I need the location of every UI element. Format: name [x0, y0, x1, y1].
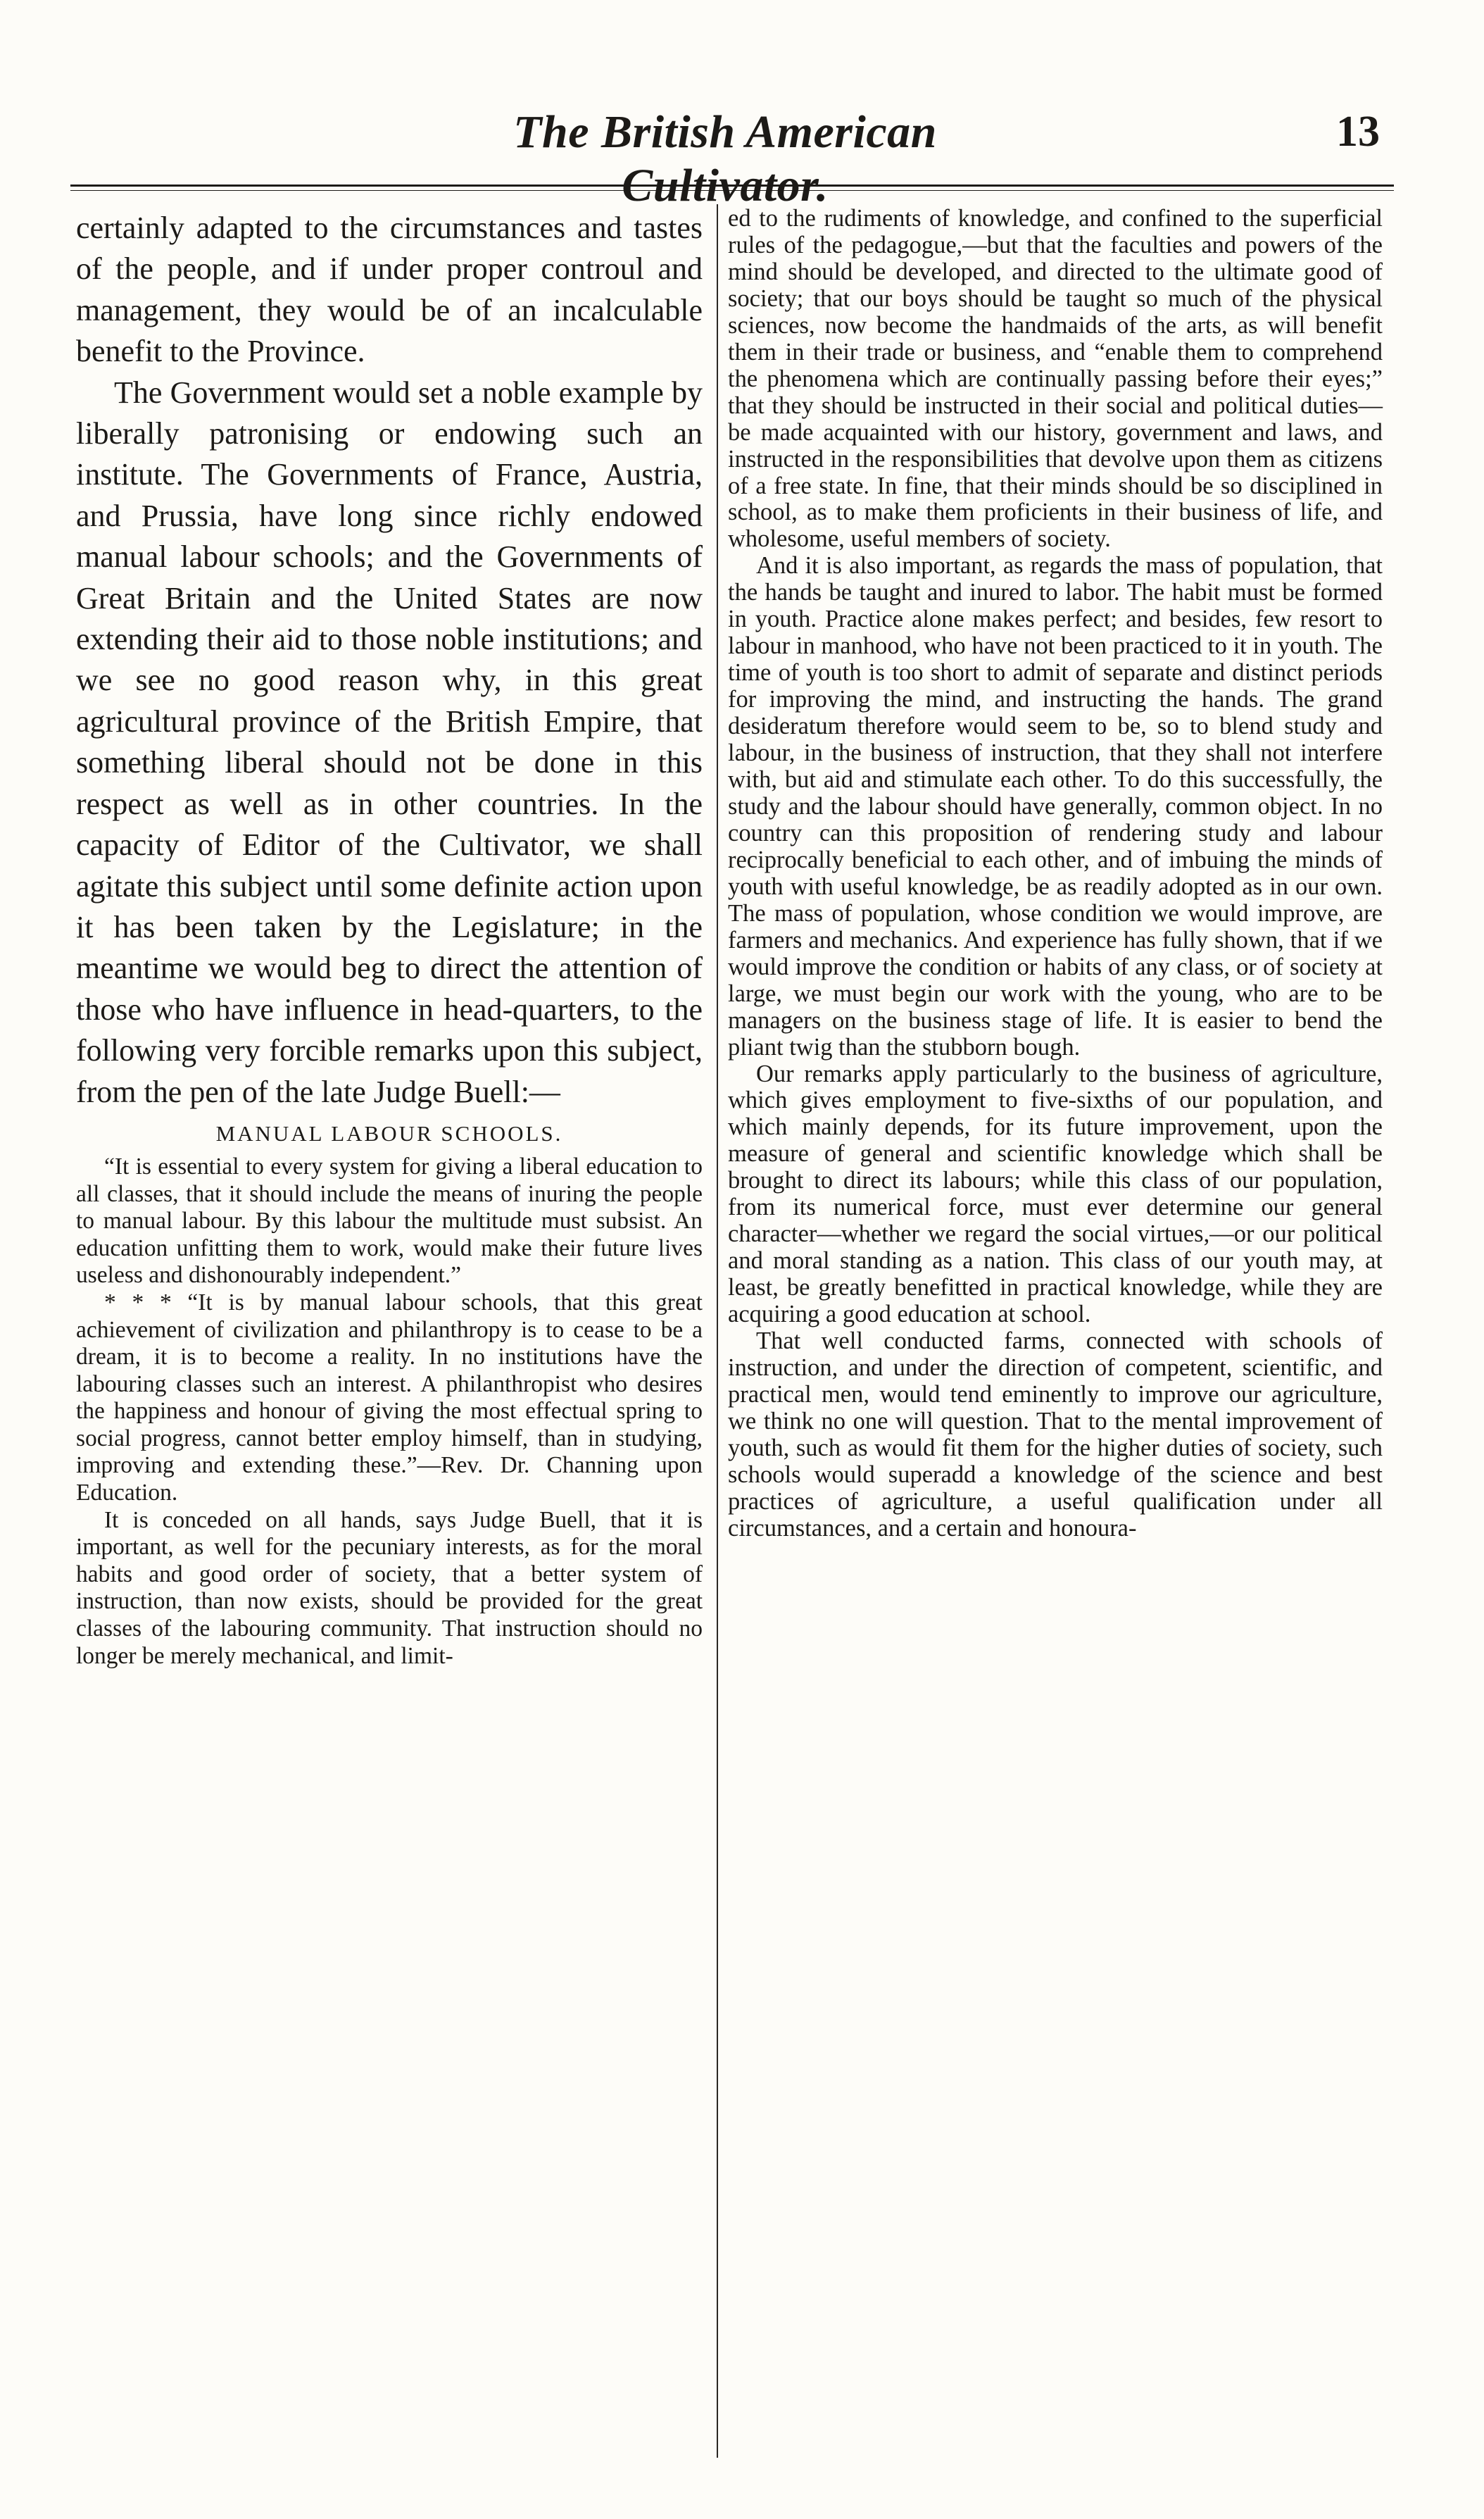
left-paragraph-2: The Government would set a noble example by liberally patronising or endowing such an institute. The Governments of France, Austria, and Prussia, have long since richly endowed manual labour schools; and the Governments of Great Britain and the United States are now extending their aid to those noble institutions; and we see no good reason why, in this great agricultural province of the British Empire, that something liberal should not be done in this respect as well as in other countries. In the capacity of Editor of the Cultivator, we shall agitate this subject until some definite action upon it has been taken by the Legislature; in the meantime we would beg to direct the attention of those who have influence in head-quarters, to the following very forcible remarks upon this subject, from the pen of the late Judge Buell:— — [76, 375, 703, 1109]
section-heading: MANUAL LABOUR SCHOOLS. — [215, 1120, 563, 1146]
quote-2: * * * “It is by manual labour schools, that this great achievement of civilization and philanthropy is to cease to be a dream, it is to become a reality. In no institutions have the labouring classes such an interest. A philanthropist who desires the happiness and honour of giving the most effectual spring to social progress, cannot better employ himself, than in studying, improving and extending these.”—Rev. Dr. Channing upon Education. — [76, 1289, 703, 1506]
page-header — [70, 106, 1394, 211]
page-number: 13 — [1336, 108, 1380, 156]
quote-1: “It is essential to every system for giving a liberal education to all classes, that it should include the means of inuring the people to manual labour. By this labour the multitude must subsist. An education unfitting them to work, would make their future lives useless and dishonourably independent.” — [76, 1153, 703, 1289]
right-paragraph-2: And it is also important, as regards the mass of population, that the hands be taught and inured to labor. The habit must be formed in youth. Practice alone makes perfect; and besides, few resort to labour in manhood, who have not been practiced to it in youth. The time of youth is too short to admit of separate and distinct periods for improving the mind, and instructing the hands. The grand desideratum therefore would seem to be, so to blend study and labour, in the business of instruction, that they shall not interfere with, but aid and stimulate each other. To do this successfully, the study and the labour should have generally, common object. In no country can this proposition of rendering study and labour reciprocally beneficial to each other, and of imbuing the minds of youth with useful knowledge, be as readily adopted as in our own. The mass of population, whose condition we would improve, are farmers and mechanics. And experience has fully shown, that if we would improve the condition or habits of any class, or of society at large, we must begin our work with the young, who are to be managers on the business stage of life. It is easier to bend the pliant twig than the stubborn bough. — [728, 552, 1383, 1061]
running-title: The British American Cultivator. — [513, 106, 937, 211]
header-rule — [70, 185, 1394, 187]
left-paragraph-3: It is conceded on all hands, says Judge Buell, that it is important, as well for the pecuniary interests, as for the moral habits and good order of society, that a better system of instruction, than now exists, should be provided for the great classes of the labouring community. That instruction should no longer be merely mechanical, and limit- — [76, 1506, 703, 1669]
header-rule-thin — [70, 190, 1394, 191]
column-divider — [717, 204, 718, 2458]
left-paragraph-1: certainly adapted to the circumstances and tastes of the people, and if under proper controul and management, they would be of an incalculable benefit to the Province. — [76, 211, 703, 369]
right-column — [728, 206, 1383, 2473]
left-column — [76, 208, 703, 2461]
right-paragraph-1: ed to the rudiments of knowledge, and confined to the superficial rules of the pedagogue,—but that the faculties and powers of the mind should be developed, and directed to the ultimate good of society; that our boys should be taught so much of the physical sciences, now become the handmaids of the arts, as will benefit them in their trade or business, and “enable them to comprehend the phenomena which are continually passing before their eyes;” that they should be instructed in their social and political duties—be made acquainted with our history, government and laws, and instructed in the responsibilities that devolve upon them as citizens of a free state. In fine, that their minds should be so disciplined in school, as to make them proficients in their business of life, and wholesome, useful members of society. — [728, 205, 1383, 553]
right-paragraph-4: That well conducted farms, connected with schools of instruction, and under the direction of competent, scientific, and practical men, would tend eminently to improve our agriculture, we think no one will question. That to the mental improvement of youth, such as would fit them for the higher duties of society, such schools would superadd a knowledge of the science and best practices of agriculture, a useful qualification under all circumstances, and a certain and honoura- — [728, 1327, 1383, 1542]
right-paragraph-3: Our remarks apply particularly to the business of agriculture, which gives employment to five-sixths of our population, and which mainly depends, for its future improvement, upon the measure of general and scientific knowledge which shall be brought to direct its labours; while this class of our population, from its numerical force, must ever determine our general character—whether we regard the social virtues,—or our political and moral standing as a nation. This class of our youth may, at least, be greatly benefitted in practical knowledge, while they are acquiring a good education at school. — [728, 1060, 1383, 1328]
